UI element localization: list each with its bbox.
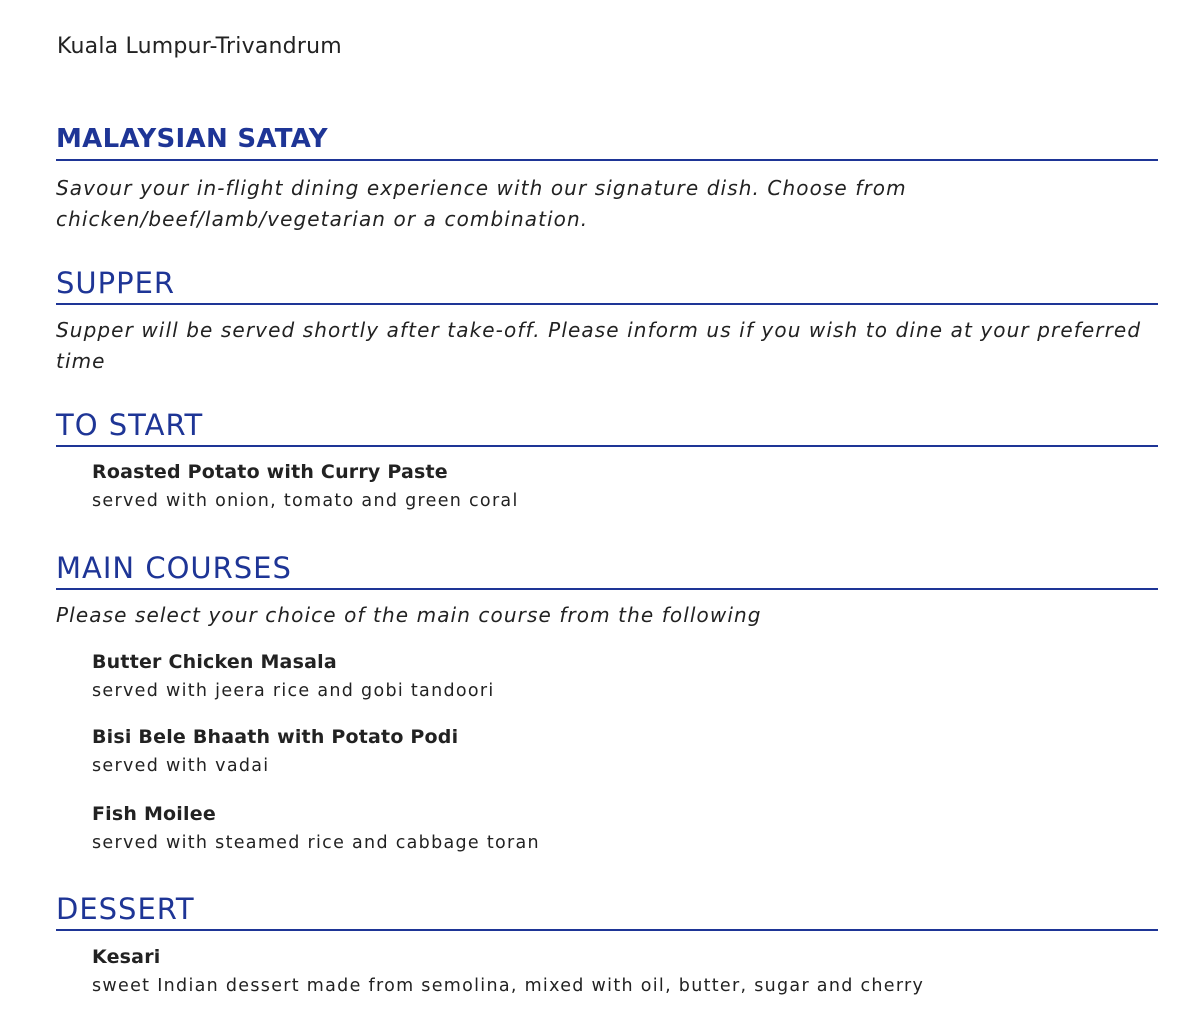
menu-item-description: served with onion, tomato and green coral [92, 491, 519, 511]
menu-item-name: Roasted Potato with Curry Paste [92, 461, 448, 483]
section-intro: Please select your choice of the main course from the following [56, 603, 762, 627]
menu-item-name: Fish Moilee [92, 803, 216, 825]
section-heading: MAIN COURSES [56, 551, 1158, 590]
menu-item [92, 460, 519, 512]
menu-item [92, 945, 924, 997]
section-main-courses [56, 551, 1158, 631]
menu-item-name: Kesari [92, 946, 161, 968]
section-intro: Savour your in-flight dining experience with our signature dish. Choose from chicken/beef/lamb/vegetarian or a combination. [56, 176, 907, 231]
menu-item-description: sweet Indian dessert made from semolina, mixed with oil, butter, sugar and cherry [92, 976, 925, 996]
section-supper [56, 266, 1158, 377]
menu-item-name: Butter Chicken Masala [92, 651, 337, 673]
section-dessert [56, 892, 1158, 931]
section-to-start [56, 408, 1158, 447]
section-heading: MALAYSIAN SATAY [56, 122, 1158, 161]
menu-item [92, 802, 540, 854]
section-heading: TO START [56, 408, 1158, 447]
section-heading: DESSERT [56, 892, 1158, 931]
menu-item-description: served with vadai [92, 756, 270, 776]
section-intro: Supper will be served shortly after take-off. Please inform us if you wish to dine at your preferred time [56, 318, 1142, 373]
menu-item-description: served with steamed rice and cabbage toran [92, 833, 540, 853]
menu-item-name: Bisi Bele Bhaath with Potato Podi [92, 726, 459, 748]
section-heading: SUPPER [56, 266, 1158, 305]
menu-item-description: served with jeera rice and gobi tandoori [92, 681, 495, 701]
section-malaysian-satay [56, 122, 1158, 235]
menu-item [92, 725, 458, 777]
route-title: Kuala Lumpur-Trivandrum [57, 34, 342, 59]
menu-item [92, 650, 495, 702]
